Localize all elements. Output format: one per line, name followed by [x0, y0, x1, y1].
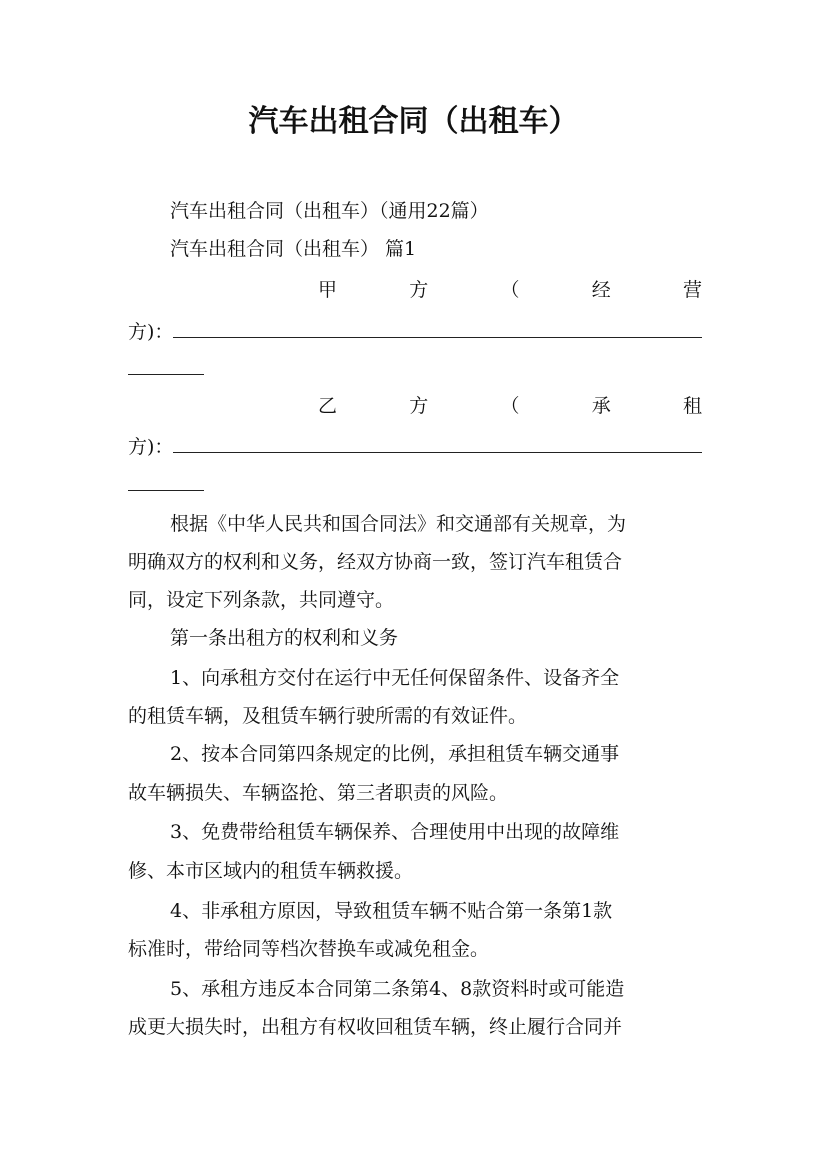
party-b-label [318, 392, 702, 420]
party-a-blank[interactable] [173, 315, 702, 338]
document-title: 汽车出租合同（出租车） [248, 104, 579, 139]
body-line: 根据《中华人民共和国合同法》和交通部有关规章，为 [170, 513, 627, 535]
body-line: 3、免费带给租赁车辆保养、合理使用中出现的故障维 [170, 821, 620, 843]
body-line: 修、本市区域内的租赁车辆救援。 [128, 860, 414, 882]
body-line: 2、按本合同第四条规定的比例，承担租赁车辆交通事 [170, 743, 620, 765]
party-a-char: （ [500, 279, 520, 301]
article-heading: 第一条出租方的权利和义务 [170, 627, 399, 649]
body-line: 5、承租方违反本合同第二条第4、8款资料时或可能造 [170, 978, 625, 1000]
party-a-field-row-2 [128, 352, 702, 383]
party-a-label [318, 276, 702, 304]
party-b-cont: 方)： [128, 436, 174, 458]
party-b-char: 乙 [318, 395, 338, 417]
party-b-blank[interactable] [173, 430, 702, 453]
subtitle: 汽车出租合同（出租车）（通用22篇） [170, 200, 489, 222]
party-b-char: 租 [682, 395, 702, 417]
party-b-field-row [128, 430, 702, 461]
body-line: 明确双方的权利和义务，经双方协商一致，签订汽车租赁合 [128, 551, 623, 573]
section-heading: 汽车出租合同（出租车） 篇1 [170, 238, 417, 260]
party-a-char: 甲 [318, 279, 338, 301]
body-line: 标准时，带给同等档次替换车或减免租金。 [128, 938, 490, 960]
party-b-field-row-2 [128, 468, 702, 499]
party-a-char: 经 [591, 279, 611, 301]
party-b-char: 方 [409, 395, 429, 417]
body-line: 1、向承租方交付在运行中无任何保留条件、设备齐全 [170, 667, 620, 689]
party-a-cont: 方)： [128, 321, 174, 343]
party-b-blank-cont[interactable] [128, 468, 204, 491]
party-a-char: 方 [409, 279, 429, 301]
party-a-blank-cont[interactable] [128, 352, 204, 375]
body-line: 成更大损失时，出租方有权收回租赁车辆，终止履行合同并 [128, 1016, 623, 1038]
party-a-field-row [128, 315, 702, 346]
party-b-char: 承 [591, 395, 611, 417]
body-line: 4、非承租方原因，导致租赁车辆不贴合第一条第1款 [170, 900, 613, 922]
body-line: 同，设定下列条款，共同遵守。 [128, 589, 395, 611]
party-a-char: 营 [682, 279, 702, 301]
party-b-char: （ [500, 395, 520, 417]
body-line: 故车辆损失、车辆盗抢、第三者职责的风险。 [128, 782, 509, 804]
body-line: 的租赁车辆，及租赁车辆行驶所需的有效证件。 [128, 705, 528, 727]
